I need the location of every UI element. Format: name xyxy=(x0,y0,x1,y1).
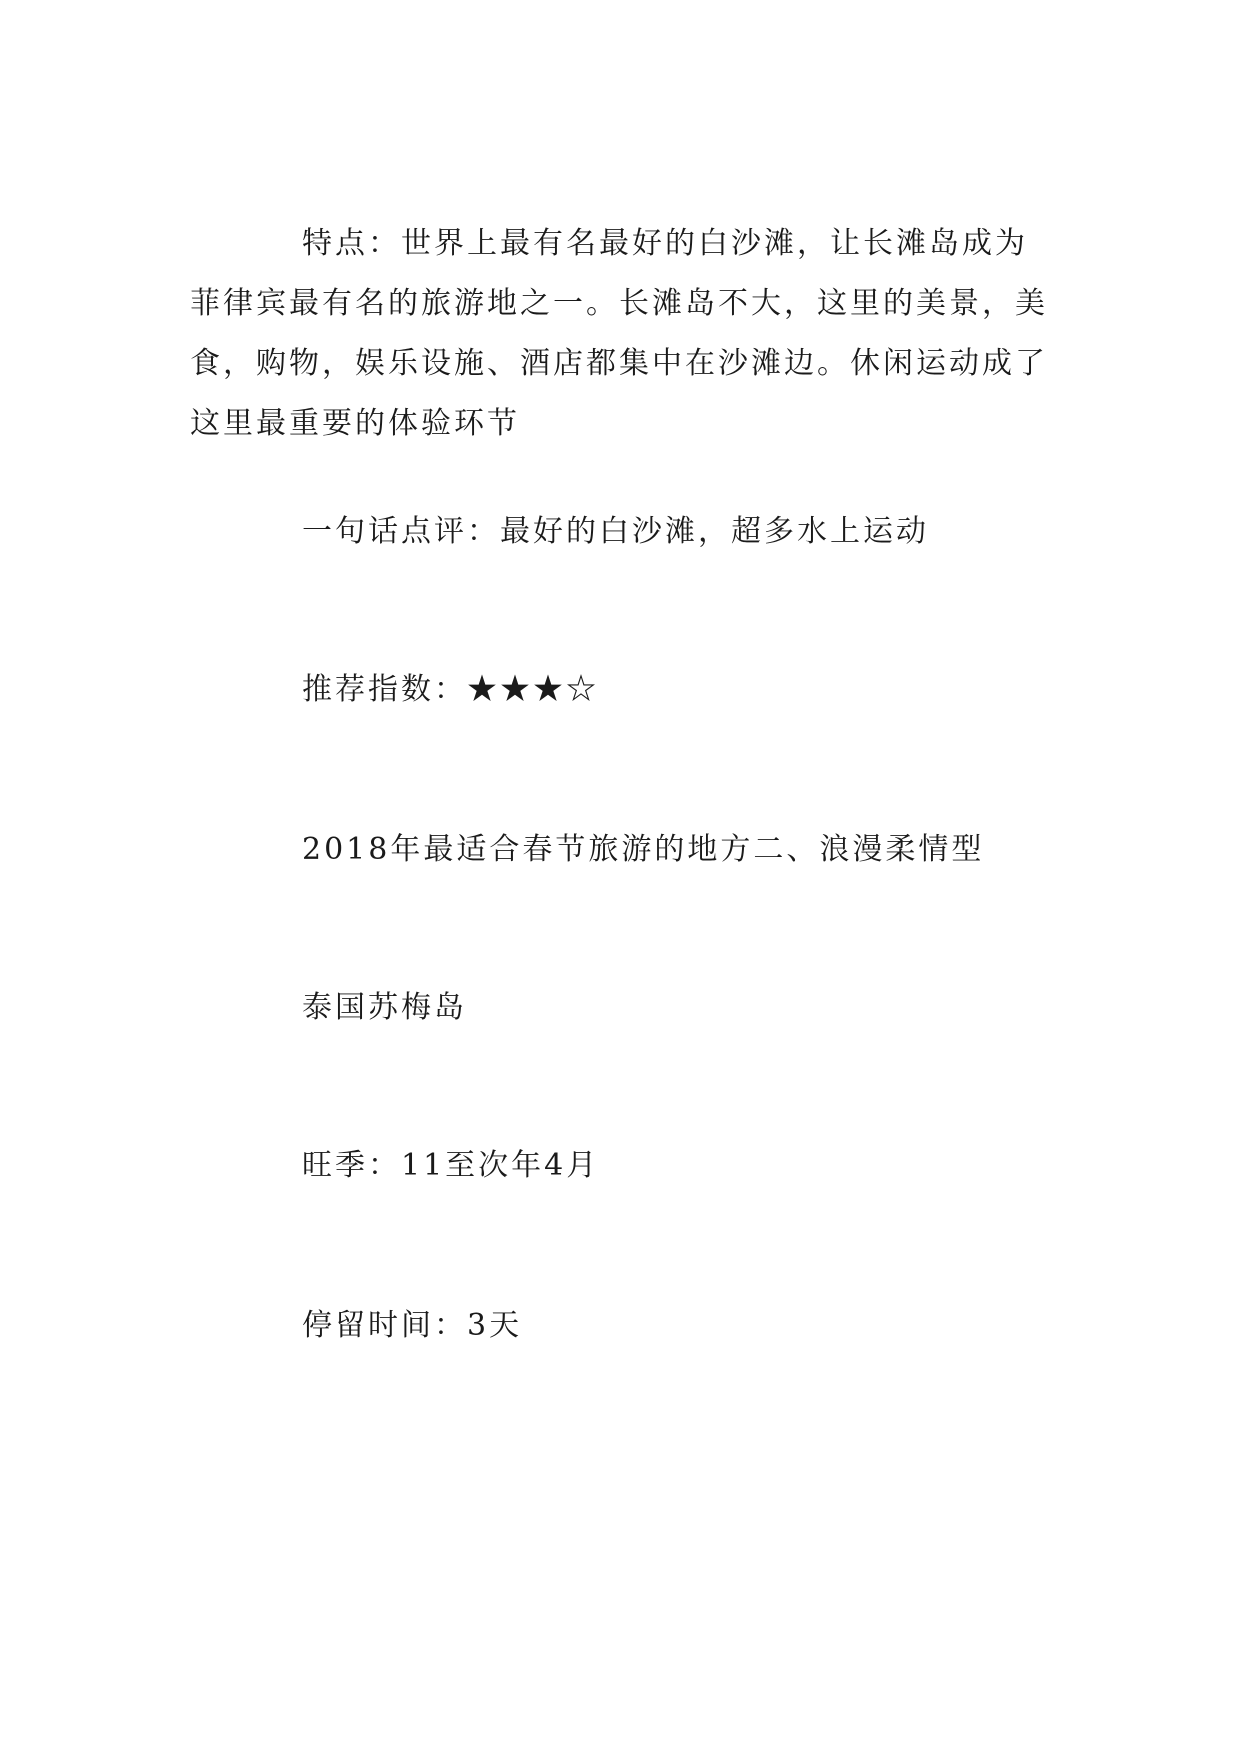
section-heading: 2018年最适合春节旅游的地方二、浪漫柔情型 xyxy=(302,832,985,867)
destination-name: 泰国苏梅岛 xyxy=(302,990,467,1025)
recommendation-rating: 推荐指数：★★★☆ xyxy=(302,672,599,707)
stay-duration: 停留时间：3天 xyxy=(302,1308,523,1343)
one-line-review: 一句话点评：最好的白沙滩，超多水上运动 xyxy=(302,514,929,549)
peak-season: 旺季：11至次年4月 xyxy=(302,1148,600,1183)
features-paragraph: 特点：世界上最有名最好的白沙滩，让长滩岛成为菲律宾最有名的旅游地之一。长滩岛不大，这里的美景，美食，购物，娱乐设施、酒店都集中在沙滩边。休闲运动成了这里最重要的体验环节 xyxy=(190,226,1048,441)
